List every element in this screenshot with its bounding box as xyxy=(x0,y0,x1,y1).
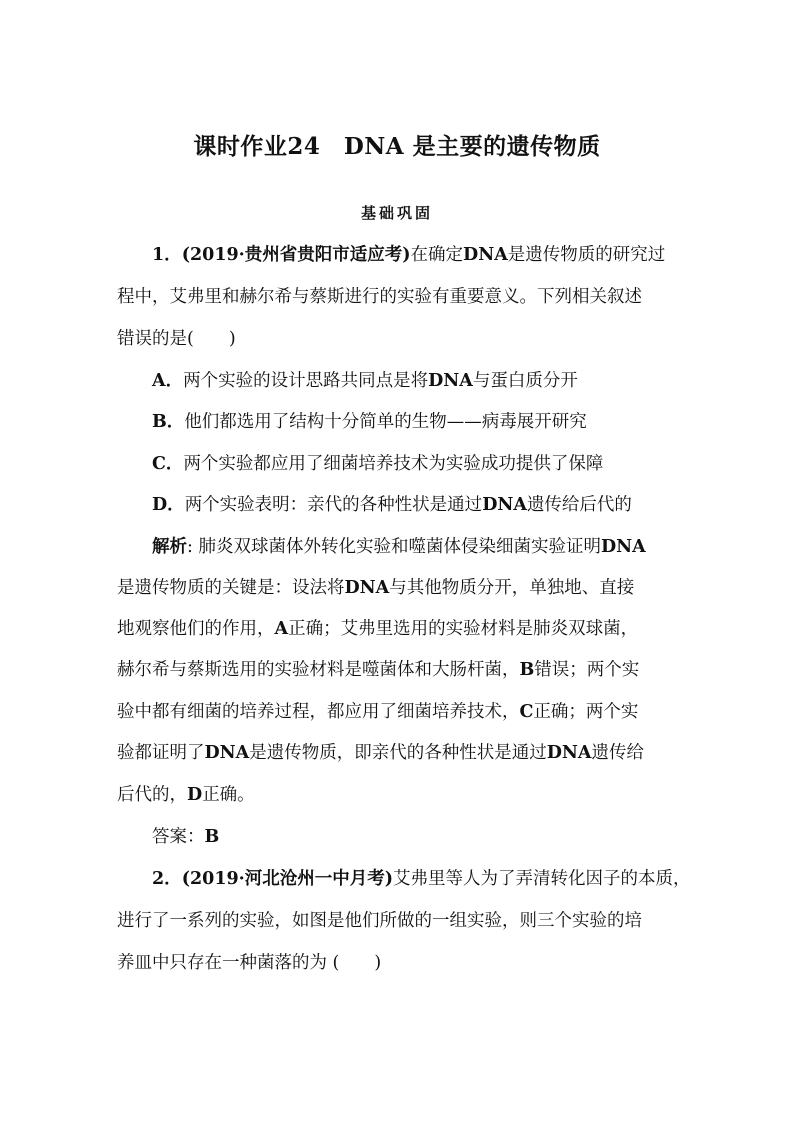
q1-answer xyxy=(152,826,692,848)
q1-analysis-line-3 xyxy=(117,618,687,640)
analysis-text: 验都证明了 xyxy=(117,743,205,763)
option-dna: DNA xyxy=(428,371,473,391)
option-letter: B． xyxy=(152,412,185,432)
analysis-label: 解析 xyxy=(152,537,187,557)
q1-source: (2019·贵州省贵阳市适应考) xyxy=(181,245,411,265)
analysis-text: 是遗传物质，即亲代的各种性状是通过 xyxy=(249,743,547,763)
q1-option-d xyxy=(152,494,692,516)
q1-analysis-line-7 xyxy=(117,784,687,806)
q2-number: 2． xyxy=(152,869,182,889)
option-text: 两个实验表明：亲代的各种性状是通过 xyxy=(184,495,483,515)
analysis-dna: DNA xyxy=(344,578,390,598)
analysis-dna: DNA xyxy=(546,743,592,763)
option-dna: DNA xyxy=(482,495,527,515)
analysis-text: 与其他物质分开，单独地、直接 xyxy=(389,578,635,598)
analysis-option-ref: C xyxy=(519,702,534,722)
analysis-option-ref: D xyxy=(187,785,203,805)
analysis-text: 正确；艾弗里选用的实验材料是肺炎双球菌， xyxy=(288,619,639,639)
q2-stem-line-1 xyxy=(152,868,692,890)
q2-stem-line-3: 养皿中只存在一种菌落的为 ( ) xyxy=(117,953,382,973)
analysis-dna: DNA xyxy=(600,537,646,557)
option-letter: A． xyxy=(152,371,184,391)
option-text: 与蛋白质分开 xyxy=(472,371,578,391)
q1-stem-line-1 xyxy=(152,244,692,266)
analysis-text: 正确；两个实 xyxy=(533,702,639,722)
option-letter: D． xyxy=(152,495,185,515)
analysis-text: 是遗传物质的关键是：设法将 xyxy=(117,578,345,598)
q2-source: (2019·河北沧州一中月考) xyxy=(181,869,394,889)
q2-stem-text: 艾弗里等人为了弄清转化因子的本质， xyxy=(393,869,691,889)
analysis-text: : 肺炎双球菌体外转化实验和噬菌体侵染细菌实验证明 xyxy=(187,537,601,557)
option-text: 遗传给后代的 xyxy=(526,495,632,515)
q1-stem-dna: DNA xyxy=(463,245,508,265)
q1-analysis-line-4 xyxy=(117,659,687,681)
q1-analysis-line-6 xyxy=(117,742,687,764)
analysis-option-ref: A xyxy=(274,619,289,639)
option-text: 两个实验的设计思路共同点是将 xyxy=(183,371,429,391)
section-heading: 基础巩固 xyxy=(360,204,433,222)
q1-stem-text: 在确定 xyxy=(410,245,464,265)
analysis-dna: DNA xyxy=(204,743,250,763)
q1-analysis-line-2 xyxy=(117,577,687,599)
answer-value: B xyxy=(204,827,220,847)
q1-analysis-line-5 xyxy=(117,701,687,723)
q1-number: 1． xyxy=(152,245,182,265)
q1-option-b xyxy=(152,411,692,433)
option-text: 他们都选用了结构十分简单的生物——病毒展开研究 xyxy=(184,412,587,432)
q1-option-c xyxy=(152,453,692,475)
analysis-option-ref: B xyxy=(519,660,535,680)
q1-option-a xyxy=(152,370,692,392)
q1-stem-text: 是遗传物质的研究过 xyxy=(507,245,666,265)
analysis-text: 后代的， xyxy=(117,785,187,805)
option-text: 两个实验都应用了细菌培养技术为实验成功提供了保障 xyxy=(183,454,604,474)
analysis-text: 地观察他们的作用， xyxy=(117,619,275,639)
document-title: 课时作业24 DNA 是主要的遗传物质 xyxy=(193,133,601,160)
answer-label: 答案： xyxy=(152,827,205,847)
q1-stem-line-3: 错误的是( ) xyxy=(117,329,236,349)
analysis-text: 赫尔希与蔡斯选用的实验材料是噬菌体和大肠杆菌， xyxy=(117,660,520,680)
analysis-text: 错误；两个实 xyxy=(534,660,640,680)
q1-stem-line-2: 程中，艾弗里和赫尔希与蔡斯进行的实验有重要意义。下列相关叙述 xyxy=(117,287,642,307)
analysis-text: 遗传给 xyxy=(591,743,644,763)
q1-analysis-line-1 xyxy=(152,536,692,558)
option-letter: C． xyxy=(152,454,184,474)
analysis-text: 验中都有细菌的培养过程，都应用了细菌培养技术， xyxy=(117,702,520,722)
q2-stem-line-2: 进行了一系列的实验，如图是他们所做的一组实验，则三个实验的培 xyxy=(117,911,642,931)
analysis-text: 正确。 xyxy=(202,785,255,805)
